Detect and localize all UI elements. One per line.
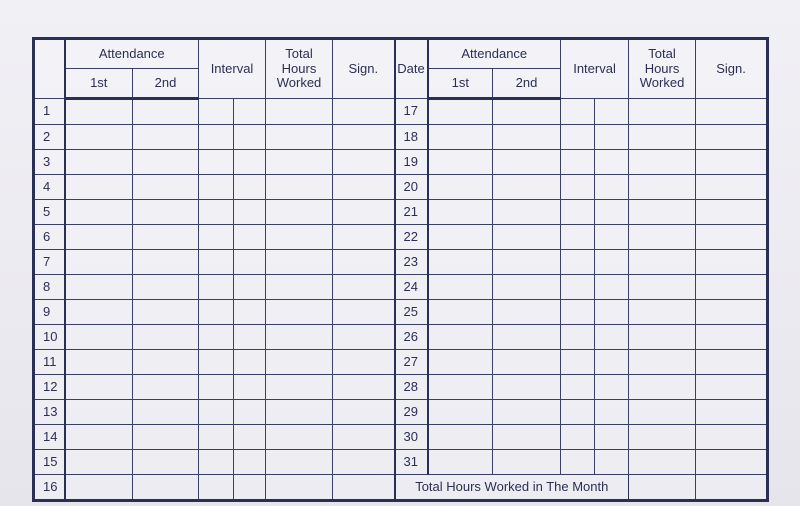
interval-in-cell[interactable] — [561, 250, 595, 275]
total-hours-cell[interactable] — [629, 200, 696, 225]
interval-out-cell[interactable] — [234, 425, 266, 450]
interval-in-cell[interactable] — [561, 99, 595, 125]
interval-in-cell[interactable] — [561, 200, 595, 225]
attendance-2nd-cell[interactable] — [133, 400, 199, 425]
header-first-left: 1st — [65, 69, 133, 99]
table-row — [34, 150, 768, 175]
header-interval-right: Interval — [561, 39, 629, 99]
day-number: 21 — [395, 200, 428, 225]
attendance-2nd-cell[interactable] — [133, 125, 199, 150]
total-hours-cell[interactable] — [629, 150, 696, 175]
attendance-2nd-cell[interactable] — [133, 150, 199, 175]
interval-in-cell[interactable] — [199, 375, 234, 400]
sign-cell[interactable] — [333, 350, 395, 375]
interval-out-cell[interactable] — [595, 400, 629, 425]
interval-out-cell[interactable] — [234, 275, 266, 300]
day-number: 29 — [395, 400, 428, 425]
table-row — [34, 450, 768, 475]
sign-cell[interactable] — [333, 475, 395, 501]
sign-cell[interactable] — [696, 150, 768, 175]
attendance-2nd-cell[interactable] — [493, 175, 561, 200]
sign-cell[interactable] — [696, 350, 768, 375]
attendance-2nd-cell[interactable] — [493, 350, 561, 375]
attendance-1st-cell[interactable] — [65, 99, 133, 125]
attendance-1st-cell[interactable] — [65, 450, 133, 475]
attendance-1st-cell[interactable] — [65, 425, 133, 450]
sign-cell[interactable] — [696, 425, 768, 450]
attendance-2nd-cell[interactable] — [133, 375, 199, 400]
sign-cell[interactable] — [696, 300, 768, 325]
total-hours-cell[interactable] — [629, 125, 696, 150]
attendance-1st-cell[interactable] — [428, 400, 493, 425]
attendance-1st-cell[interactable] — [65, 225, 133, 250]
day-number: 31 — [395, 450, 428, 475]
attendance-1st-cell[interactable] — [428, 200, 493, 225]
total-hours-cell[interactable] — [266, 325, 333, 350]
interval-out-cell[interactable] — [595, 225, 629, 250]
attendance-2nd-cell[interactable] — [133, 450, 199, 475]
total-hours-cell[interactable] — [266, 300, 333, 325]
interval-in-cell[interactable] — [199, 275, 234, 300]
day-number: 9 — [34, 300, 65, 325]
sign-cell[interactable] — [333, 250, 395, 275]
interval-in-cell[interactable] — [561, 425, 595, 450]
table-row — [34, 275, 768, 300]
sign-cell[interactable] — [333, 200, 395, 225]
interval-in-cell[interactable] — [561, 400, 595, 425]
attendance-1st-cell[interactable] — [428, 125, 493, 150]
sign-cell[interactable] — [333, 175, 395, 200]
day-number: 25 — [395, 300, 428, 325]
interval-in-cell[interactable] — [561, 225, 595, 250]
attendance-1st-cell[interactable] — [428, 175, 493, 200]
attendance-2nd-cell[interactable] — [133, 350, 199, 375]
sign-cell[interactable] — [333, 275, 395, 300]
sign-cell[interactable] — [696, 325, 768, 350]
interval-out-cell[interactable] — [234, 350, 266, 375]
attendance-1st-cell[interactable] — [65, 325, 133, 350]
sign-cell[interactable] — [696, 400, 768, 425]
table-row — [34, 125, 768, 150]
total-hours-cell[interactable] — [629, 175, 696, 200]
header-sign-left: Sign. — [333, 39, 395, 99]
table-row — [34, 250, 768, 275]
sign-cell[interactable] — [696, 250, 768, 275]
attendance-1st-cell[interactable] — [65, 175, 133, 200]
total-hours-cell[interactable] — [266, 125, 333, 150]
attendance-2nd-cell[interactable] — [493, 250, 561, 275]
header-attendance-right: Attendance — [428, 39, 561, 69]
interval-in-cell[interactable] — [561, 350, 595, 375]
interval-out-cell[interactable] — [595, 425, 629, 450]
interval-out-cell[interactable] — [234, 200, 266, 225]
attendance-1st-cell[interactable] — [428, 350, 493, 375]
table-row — [34, 300, 768, 325]
total-hours-cell[interactable] — [629, 275, 696, 300]
attendance-2nd-cell[interactable] — [493, 225, 561, 250]
interval-in-cell[interactable] — [561, 150, 595, 175]
total-hours-cell[interactable] — [629, 300, 696, 325]
total-hours-cell[interactable] — [266, 175, 333, 200]
day-number: 6 — [34, 225, 65, 250]
table-row — [34, 350, 768, 375]
total-hours-cell[interactable] — [629, 400, 696, 425]
sign-cell[interactable] — [696, 225, 768, 250]
day-number: 23 — [395, 250, 428, 275]
attendance-2nd-cell[interactable] — [493, 300, 561, 325]
total-hours-cell[interactable] — [266, 275, 333, 300]
header-number-cell — [34, 39, 65, 99]
interval-out-cell[interactable] — [234, 125, 266, 150]
day-number: 22 — [395, 225, 428, 250]
total-hours-cell[interactable] — [266, 99, 333, 125]
attendance-1st-cell[interactable] — [428, 99, 493, 125]
interval-in-cell[interactable] — [199, 300, 234, 325]
day-number: 3 — [34, 150, 65, 175]
header-first-right: 1st — [428, 69, 493, 99]
interval-in-cell[interactable] — [199, 225, 234, 250]
total-hours-cell[interactable] — [629, 375, 696, 400]
total-hours-cell[interactable] — [629, 325, 696, 350]
interval-in-cell[interactable] — [199, 400, 234, 425]
sign-cell[interactable] — [696, 450, 768, 475]
total-hours-cell[interactable] — [266, 200, 333, 225]
table-row — [34, 475, 768, 501]
attendance-2nd-cell[interactable] — [493, 125, 561, 150]
attendance-1st-cell[interactable] — [65, 250, 133, 275]
day-number: 20 — [395, 175, 428, 200]
day-number: 26 — [395, 325, 428, 350]
header-attendance-left: Attendance — [65, 39, 199, 69]
interval-out-cell[interactable] — [595, 200, 629, 225]
total-hours-cell[interactable] — [266, 450, 333, 475]
total-hours-cell[interactable] — [266, 400, 333, 425]
total-hours-cell[interactable] — [629, 350, 696, 375]
sign-cell[interactable] — [333, 400, 395, 425]
interval-out-cell[interactable] — [595, 450, 629, 475]
day-number: 8 — [34, 275, 65, 300]
attendance-2nd-cell[interactable] — [493, 275, 561, 300]
interval-in-cell[interactable] — [199, 350, 234, 375]
day-number: 30 — [395, 425, 428, 450]
attendance-1st-cell[interactable] — [428, 150, 493, 175]
total-hours-cell[interactable] — [629, 225, 696, 250]
interval-out-cell[interactable] — [234, 99, 266, 125]
total-hours-cell[interactable] — [629, 450, 696, 475]
interval-out-cell[interactable] — [595, 375, 629, 400]
sign-cell[interactable] — [696, 475, 768, 501]
header-date: Date — [395, 39, 428, 99]
timecard-table — [32, 37, 769, 502]
sign-cell[interactable] — [333, 225, 395, 250]
day-number: 27 — [395, 350, 428, 375]
interval-out-cell[interactable] — [234, 150, 266, 175]
day-number: 12 — [34, 375, 65, 400]
interval-in-cell[interactable] — [561, 325, 595, 350]
total-hours-cell[interactable] — [266, 225, 333, 250]
attendance-1st-cell[interactable] — [65, 125, 133, 150]
sign-cell[interactable] — [696, 125, 768, 150]
interval-in-cell[interactable] — [199, 175, 234, 200]
attendance-2nd-cell[interactable] — [133, 250, 199, 275]
table-row — [34, 200, 768, 225]
interval-out-cell[interactable] — [595, 175, 629, 200]
interval-out-cell[interactable] — [234, 250, 266, 275]
interval-out-cell[interactable] — [595, 250, 629, 275]
interval-in-cell[interactable] — [199, 99, 234, 125]
attendance-2nd-cell[interactable] — [133, 325, 199, 350]
interval-in-cell[interactable] — [561, 275, 595, 300]
total-hours-cell[interactable] — [266, 350, 333, 375]
attendance-2nd-cell[interactable] — [133, 300, 199, 325]
interval-out-cell[interactable] — [234, 300, 266, 325]
interval-out-cell[interactable] — [595, 275, 629, 300]
header-second-right: 2nd — [493, 69, 561, 99]
attendance-1st-cell[interactable] — [428, 375, 493, 400]
interval-out-cell[interactable] — [234, 375, 266, 400]
attendance-1st-cell[interactable] — [428, 450, 493, 475]
table-row — [34, 175, 768, 200]
header-total-hours-right: Total Hours Worked — [629, 39, 696, 99]
interval-out-cell[interactable] — [234, 475, 266, 501]
attendance-2nd-cell[interactable] — [133, 275, 199, 300]
header-second-left: 2nd — [133, 69, 199, 99]
header-sign-right: Sign. — [696, 39, 768, 99]
total-hours-cell[interactable] — [629, 99, 696, 125]
day-number: 2 — [34, 125, 65, 150]
sign-cell[interactable] — [333, 325, 395, 350]
interval-in-cell[interactable] — [561, 125, 595, 150]
sign-cell[interactable] — [333, 425, 395, 450]
interval-out-cell[interactable] — [595, 150, 629, 175]
attendance-2nd-cell[interactable] — [493, 375, 561, 400]
sign-cell[interactable] — [696, 200, 768, 225]
interval-out-cell[interactable] — [595, 99, 629, 125]
interval-in-cell[interactable] — [199, 425, 234, 450]
attendance-1st-cell[interactable] — [65, 150, 133, 175]
attendance-1st-cell[interactable] — [428, 425, 493, 450]
sign-cell[interactable] — [696, 275, 768, 300]
interval-out-cell[interactable] — [234, 450, 266, 475]
total-hours-cell[interactable] — [266, 150, 333, 175]
timecard-rows — [34, 99, 768, 501]
day-number: 16 — [34, 475, 65, 501]
attendance-1st-cell[interactable] — [65, 200, 133, 225]
attendance-1st-cell[interactable] — [428, 225, 493, 250]
interval-in-cell[interactable] — [199, 450, 234, 475]
interval-out-cell[interactable] — [595, 300, 629, 325]
interval-out-cell[interactable] — [595, 325, 629, 350]
total-hours-month-cell[interactable] — [629, 475, 696, 501]
interval-in-cell[interactable] — [199, 125, 234, 150]
sign-cell[interactable] — [333, 450, 395, 475]
day-number: 19 — [395, 150, 428, 175]
sign-cell[interactable] — [333, 99, 395, 125]
interval-in-cell[interactable] — [199, 150, 234, 175]
sign-cell[interactable] — [333, 375, 395, 400]
table-row — [34, 225, 768, 250]
interval-in-cell[interactable] — [199, 200, 234, 225]
interval-out-cell[interactable] — [595, 125, 629, 150]
interval-in-cell[interactable] — [561, 175, 595, 200]
table-row — [34, 325, 768, 350]
day-number: 7 — [34, 250, 65, 275]
attendance-2nd-cell[interactable] — [493, 150, 561, 175]
attendance-2nd-cell[interactable] — [133, 175, 199, 200]
attendance-1st-cell[interactable] — [428, 325, 493, 350]
table-row — [34, 375, 768, 400]
interval-in-cell[interactable] — [199, 250, 234, 275]
header-interval-left: Interval — [199, 39, 266, 99]
attendance-1st-cell[interactable] — [428, 250, 493, 275]
attendance-2nd-cell[interactable] — [133, 425, 199, 450]
total-hours-cell[interactable] — [629, 425, 696, 450]
day-number: 15 — [34, 450, 65, 475]
day-number: 28 — [395, 375, 428, 400]
sign-cell[interactable] — [333, 150, 395, 175]
attendance-1st-cell[interactable] — [428, 300, 493, 325]
attendance-2nd-cell[interactable] — [493, 450, 561, 475]
interval-in-cell[interactable] — [199, 475, 234, 501]
attendance-1st-cell[interactable] — [65, 300, 133, 325]
interval-in-cell[interactable] — [561, 450, 595, 475]
attendance-2nd-cell[interactable] — [133, 225, 199, 250]
attendance-1st-cell[interactable] — [65, 475, 133, 501]
interval-in-cell[interactable] — [199, 325, 234, 350]
attendance-2nd-cell[interactable] — [493, 425, 561, 450]
attendance-1st-cell[interactable] — [65, 400, 133, 425]
table-row — [34, 400, 768, 425]
sign-cell[interactable] — [696, 175, 768, 200]
day-number: 4 — [34, 175, 65, 200]
day-number: 24 — [395, 275, 428, 300]
day-number: 1 — [34, 99, 65, 125]
attendance-2nd-cell[interactable] — [133, 475, 199, 501]
attendance-1st-cell[interactable] — [65, 275, 133, 300]
table-row — [34, 99, 768, 125]
day-number: 11 — [34, 350, 65, 375]
day-number: 10 — [34, 325, 65, 350]
day-number: 18 — [395, 125, 428, 150]
attendance-2nd-cell[interactable] — [493, 200, 561, 225]
interval-in-cell[interactable] — [561, 300, 595, 325]
total-hours-cell[interactable] — [266, 250, 333, 275]
interval-out-cell[interactable] — [234, 325, 266, 350]
table-row — [34, 425, 768, 450]
interval-out-cell[interactable] — [234, 225, 266, 250]
sign-cell[interactable] — [333, 125, 395, 150]
total-hours-cell[interactable] — [266, 375, 333, 400]
day-number: 5 — [34, 200, 65, 225]
header-total-hours-left: Total Hours Worked — [266, 39, 333, 99]
total-hours-month-label: Total Hours Worked in The Month — [395, 475, 629, 501]
attendance-2nd-cell[interactable] — [133, 99, 199, 125]
interval-in-cell[interactable] — [561, 375, 595, 400]
sign-cell[interactable] — [696, 375, 768, 400]
attendance-2nd-cell[interactable] — [133, 200, 199, 225]
attendance-2nd-cell[interactable] — [493, 325, 561, 350]
attendance-2nd-cell[interactable] — [493, 400, 561, 425]
attendance-1st-cell[interactable] — [65, 350, 133, 375]
sign-cell[interactable] — [333, 300, 395, 325]
sign-cell[interactable] — [696, 99, 768, 125]
interval-out-cell[interactable] — [234, 400, 266, 425]
interval-out-cell[interactable] — [234, 175, 266, 200]
total-hours-cell[interactable] — [629, 250, 696, 275]
total-hours-cell[interactable] — [266, 475, 333, 501]
attendance-1st-cell[interactable] — [428, 275, 493, 300]
attendance-1st-cell[interactable] — [65, 375, 133, 400]
day-number: 14 — [34, 425, 65, 450]
day-number: 17 — [395, 99, 428, 125]
day-number: 13 — [34, 400, 65, 425]
attendance-2nd-cell[interactable] — [493, 99, 561, 125]
total-hours-cell[interactable] — [266, 425, 333, 450]
interval-out-cell[interactable] — [595, 350, 629, 375]
